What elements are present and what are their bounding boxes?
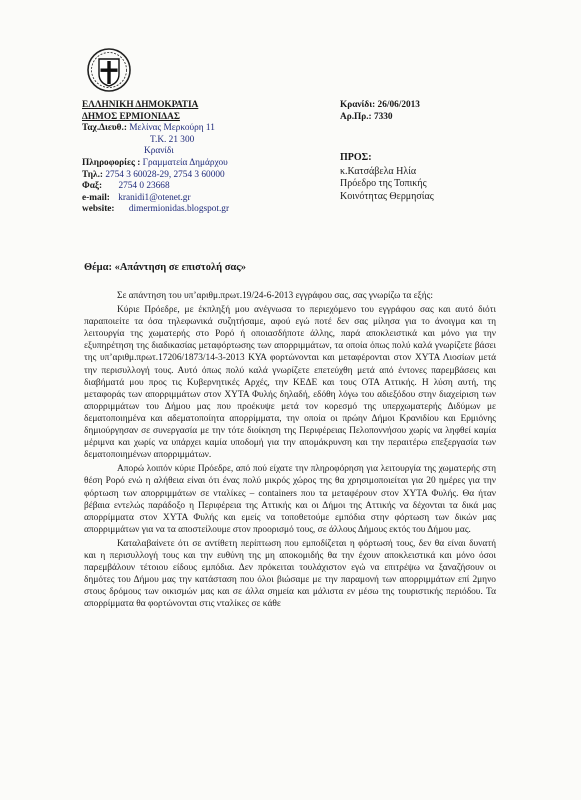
subject-line: Θέμα: «Απάντηση σε επιστολή σας» [84,262,246,273]
document-meta [340,100,420,123]
website-link[interactable]: dimermionidas.blogspot.gr [128,204,230,215]
tel-label: Τηλ.: [82,169,103,180]
recipient-label: ΠΡΟΣ: [340,152,372,163]
greek-emblem-icon [86,47,132,93]
recipient-block [340,152,434,203]
body-paragraph: Σε απάντηση του υπ’αριθμ.πρωτ.19/24-6-2013 εγγράφου σας, σας γνωρίζω τα εξής: [117,291,433,301]
address-value: Μελίνας Μερκούρη 11 [129,123,215,134]
postcode: Τ.Κ. 21 300 [150,134,195,145]
info-value: Γραμματεία Δημάρχου [142,157,228,168]
website-line [82,204,229,216]
municipality-title: ΔΗΜΟΣ ΕΡΜΙΟΝΙΔΑΣ [82,111,180,122]
fax-line [82,181,229,193]
tel-value: 2754 3 60028-29, 2754 3 60000 [105,169,225,180]
date-line: Κρανίδι: 26/06/2013 [340,100,420,110]
letter-body [84,290,496,612]
recipient-title: Πρόεδρο της Τοπικής [340,178,427,189]
address-label: Ταχ.Διευθ.: [82,123,127,134]
body-paragraph: Καταλαβαίνετε ότι σε αντίθετη περίπτωση που εμποδίζεται η φόρτωσή τους, δεν θα είναι δυνατή και η περισυλλογή τους και την ευθύνη της μη αποκομιδής θα την έχουν αποκλειστικά και μόνο όσοι παρεμβάλουν τέτοιου είδους εμπόδια. Δεν πρόκειται τουλάχιστον εγώ να επιτρέψω να ξαναζήσουν οι δημότες του Δήμου μας την κατάσταση που όλοι βιώσαμε με την παραμονή των απορριμμάτων επί 2μηνο στους δρόμους των οικισμών μας και σε άλλα σημεία και μάλιστα εν μέσω της τουριστικής περιόδου. Τα απορρίμματα θα φορτώνονται στις νταλίκες σε κάθε [84,538,496,610]
website-label: website: [82,204,115,215]
info-label: Πληροφορίες : [82,157,141,168]
email-link[interactable]: kranidi1@otenet.gr [118,192,191,203]
fax-label: Φαξ: [82,181,103,192]
email-line [82,193,229,205]
recipient-community: Κοινότητας Θερμησίας [340,190,434,202]
email-label: e-mail: [82,192,110,203]
tel-line [82,170,229,182]
address-line [82,123,229,135]
recipient-name: κ.Κατσάβελα Ηλία [340,165,417,177]
town: Κρανίδι [144,146,174,157]
body-paragraph: Κύριε Πρόεδρε, με έκπληξή μου ανέγνωσα το περιεχόμενο του εγγράφου σας και αυτό διότι παραποιείτε τα όσα τηλεφωνικά συζητήσαμε, αφού εγώ ποτέ δεν σας μίλησα για το άνοιγμα και τη λειτουργία της χωματερής στο Ρορό ή οποιασδήποτε άλλης, παρά αποκλειστικά και μόνο για την εξυπηρέτηση της διαδικασίας μεταφόρτωσης των απορριμμάτων, τα οποία όπως πολύ καλά γνωρίζετε βάσει της υπ’αριθμ.πρωτ.17206/1873/14-3-2013 ΚΥΑ φορτώνονται και μεταφέρονται στον ΧΥΤΑ Λιοσίων μετά την περισυλλογή τους. Αυτό όπως πολύ καλά γνωρίζετε επετεύχθη μετά από έντονες παρεμβάσεις και διαβήματά μου προς τις Κυβερνητικές Αρχές, την ΚΕΔΕ και τους ΟΤΑ Αττικής. Η λύση αυτή, της μεταφοράς των απορριμμάτων στον ΧΥΤΑ Φυλής δηλαδή, εδόθη λόγω του αδιεξόδου στην διαχείριση των απορριμμάτων του Δήμου μας που προέκυψε μετά τον κορεσμό της υπερχωματερής Διδύμων με δεματοποιημένα και αδεματοποίητα απορρίμματα, την οποία οι πρώην Δήμοι Κρανιδίου και Ερμιόνης δημιούργησαν σε συνεργασία με την τότε διοίκηση της Περιφέρειας Πελοποννήσου χωρίς να ληφθεί καμία μέριμνα και χωρίς να υπάρχει καμία υποδομή για την απομάκρυνση και την περαιτέρω επεξεργασία των δεματοποιημένων απορριμμάτων. [84,305,496,461]
body-paragraph: Απορώ λοιπόν κύριε Πρόεδρε, από πού είχατε την πληροφόρηση για λειτουργία της χωματερής στη θέση Ρορό ενώ η αλήθεια είναι ότι ένας πολύ μικρός χώρος της θα χρησιμοποιείται για 20 ημέρες για την φόρτωση των απορριμμάτων σε νταλίκες – containers που τα μεταφέρουν στον ΧΥΤΑ Φυλής. Θα ήταν βέβαια εντελώς παράδοξο η Περιφέρεια της Αττικής και οι Δήμοι της Αττικής να δέχονται τα δικά μας απορρίμματα στον ΧΥΤΑ Φυλής και εμείς να τοποθετούμε εμπόδια στην φόρτωση των δικών μας απορριμμάτων για να τα αποστείλουμε στον προορισμό τους, σε άλλους Δήμους εκτός του Δήμου μας. [84,464,496,535]
sender-header [82,100,229,216]
republic-title: ΕΛΛΗΝΙΚΗ ΔΗΜΟΚΡΑΤΙΑ [82,100,199,110]
fax-value: 2754 0 23668 [118,181,170,192]
protocol-number: Αρ.Πρ.: 7330 [340,111,393,122]
info-line [82,158,229,170]
